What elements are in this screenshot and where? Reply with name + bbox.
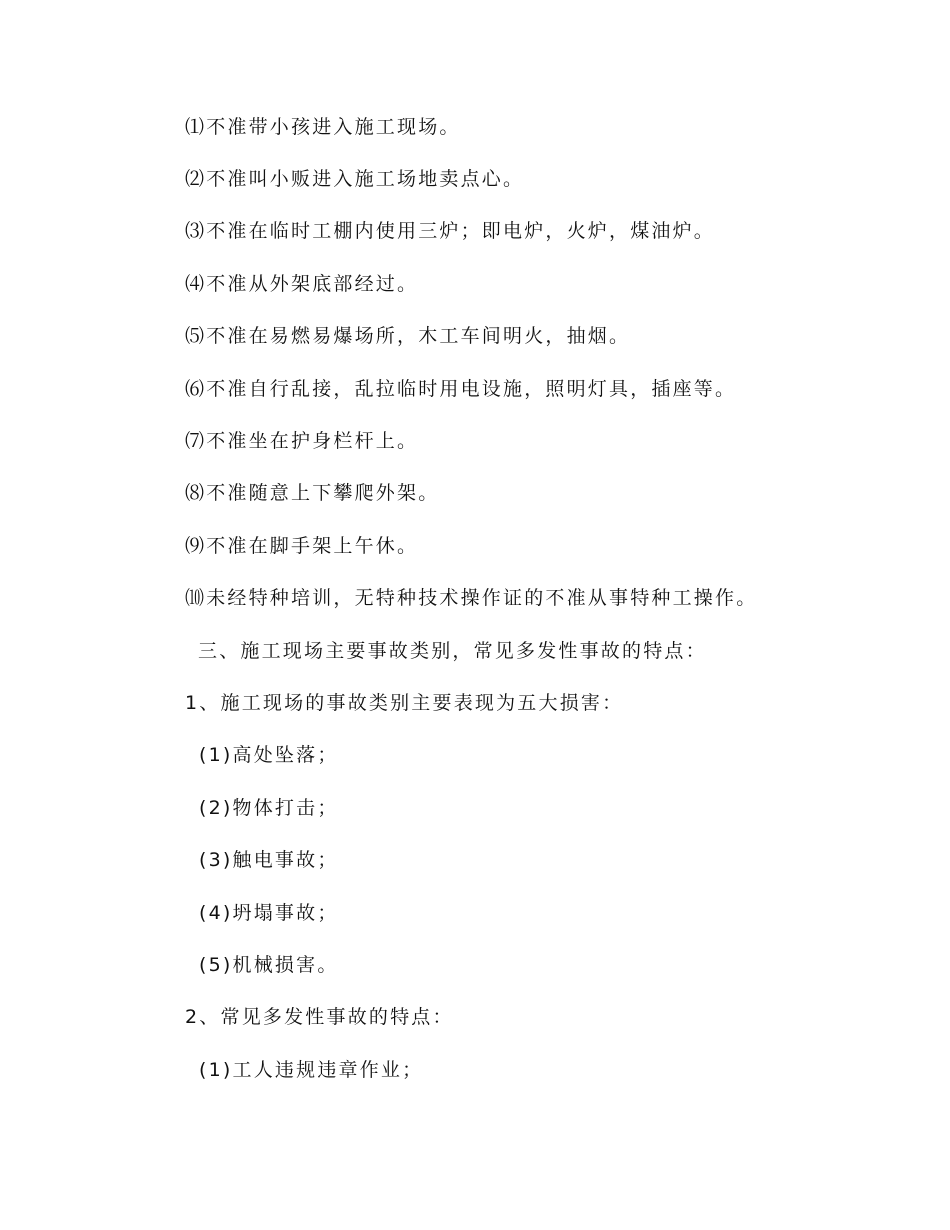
prohibition-8: ⑻不准随意上下攀爬外架。: [185, 482, 440, 504]
prohibition-5: ⑸不准在易燃易爆场所，木工车间明火，抽烟。: [185, 325, 631, 347]
subsection-1-heading: 1、施工现场的事故类别主要表现为五大损害：: [185, 692, 624, 714]
prohibition-10: ⑽未经特种培训，无特种技术操作证的不准从事特种工操作。: [185, 587, 758, 609]
prohibition-2: ⑵不准叫小贩进入施工场地卖点心。: [185, 168, 525, 190]
prohibition-7: ⑺不准坐在护身栏杆上。: [185, 430, 419, 452]
subsection-2-heading: 2、常见多发性事故的特点：: [185, 1006, 454, 1028]
section-heading: 三、施工现场主要事故类别，常见多发性事故的特点：: [198, 640, 707, 662]
accident-type-3: (3)触电事故；: [199, 849, 339, 871]
accident-type-4: (4)坍塌事故；: [199, 902, 339, 924]
prohibition-4: ⑷不准从外架底部经过。: [185, 273, 419, 295]
prohibition-3: ⑶不准在临时工棚内使用三炉；即电炉，火炉，煤油炉。: [185, 220, 716, 242]
accident-type-5: (5)机械损害。: [199, 954, 339, 976]
feature-1: (1)工人违规违章作业；: [199, 1059, 424, 1081]
prohibition-1: ⑴不准带小孩进入施工现场。: [185, 116, 461, 138]
prohibition-6: ⑹不准自行乱接，乱拉临时用电设施，照明灯具，插座等。: [185, 378, 737, 400]
accident-type-2: (2)物体打击；: [199, 797, 339, 819]
accident-type-1: (1)高处坠落；: [199, 744, 339, 766]
prohibition-9: ⑼不准在脚手架上午休。: [185, 535, 419, 557]
